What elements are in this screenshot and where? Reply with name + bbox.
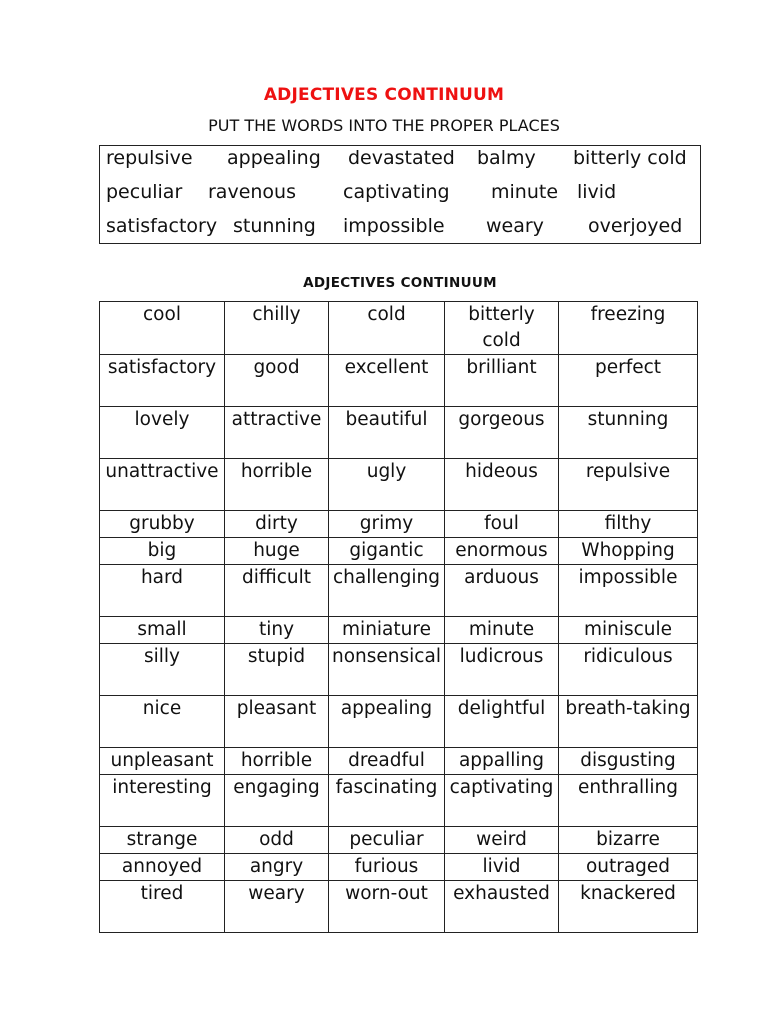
- table-cell: miniature: [329, 617, 445, 644]
- table-cell: peculiar: [329, 827, 445, 854]
- table-cell: angry: [225, 854, 329, 881]
- word-bank-item: overjoyed: [588, 215, 683, 237]
- table-cell: cool: [100, 302, 225, 355]
- table-cell: tired: [100, 881, 225, 933]
- table-cell: gigantic: [329, 538, 445, 565]
- table-cell: attractive: [225, 407, 329, 459]
- table-cell: hard: [100, 565, 225, 617]
- table-cell: perfect: [559, 355, 698, 407]
- table-row: [100, 644, 698, 696]
- table-cell: enormous: [445, 538, 559, 565]
- table-cell: horrible: [225, 459, 329, 511]
- table-cell: disgusting: [559, 748, 698, 775]
- word-bank-item: peculiar: [106, 181, 183, 203]
- table-cell: difficult: [225, 565, 329, 617]
- table-row: [100, 696, 698, 748]
- table-cell: excellent: [329, 355, 445, 407]
- table-row: [100, 775, 698, 827]
- word-bank-item: satisfactory: [106, 215, 218, 237]
- word-bank-item: repulsive: [106, 147, 193, 169]
- table-cell: miniscule: [559, 617, 698, 644]
- word-bank-item: livid: [577, 181, 617, 203]
- table-title: ADJECTIVES CONTINUUM: [303, 275, 497, 291]
- table-cell: unpleasant: [100, 748, 225, 775]
- table-row: [100, 538, 698, 565]
- page-title: ADJECTIVES CONTINUUM: [263, 85, 505, 105]
- table-cell: annoyed: [100, 854, 225, 881]
- word-bank-item: minute: [491, 181, 559, 203]
- table-cell: small: [100, 617, 225, 644]
- table-cell: gorgeous: [445, 407, 559, 459]
- table-cell: tiny: [225, 617, 329, 644]
- table-cell: dirty: [225, 511, 329, 538]
- table-cell: bizarre: [559, 827, 698, 854]
- table-cell: good: [225, 355, 329, 407]
- instruction-text: PUT THE WORDS INTO THE PROPER PLACES: [208, 116, 560, 135]
- table-cell: hideous: [445, 459, 559, 511]
- table-cell: bitterly cold: [445, 302, 559, 355]
- table-cell: knackered: [559, 881, 698, 933]
- table-cell: ugly: [329, 459, 445, 511]
- word-bank-item: balmy: [477, 147, 536, 169]
- table-row: [100, 881, 698, 933]
- table-cell: worn-out: [329, 881, 445, 933]
- table-cell: nonsensical: [329, 644, 445, 696]
- table-cell: nice: [100, 696, 225, 748]
- table-cell: weird: [445, 827, 559, 854]
- table-cell: grubby: [100, 511, 225, 538]
- table-cell: furious: [329, 854, 445, 881]
- table-cell: appealing: [329, 696, 445, 748]
- table-cell: exhausted: [445, 881, 559, 933]
- table-cell: captivating: [445, 775, 559, 827]
- table-cell: weary: [225, 881, 329, 933]
- table-cell: foul: [445, 511, 559, 538]
- table-row: [100, 827, 698, 854]
- table-row: [100, 617, 698, 644]
- table-cell: horrible: [225, 748, 329, 775]
- table-cell: delightful: [445, 696, 559, 748]
- table-cell: stunning: [559, 407, 698, 459]
- table-row: [100, 748, 698, 775]
- table-cell: ridiculous: [559, 644, 698, 696]
- table-cell: filthy: [559, 511, 698, 538]
- word-bank-item: bitterly cold: [573, 147, 687, 169]
- table-cell: outraged: [559, 854, 698, 881]
- table-cell: breath-taking: [559, 696, 698, 748]
- table-cell: strange: [100, 827, 225, 854]
- table-cell: arduous: [445, 565, 559, 617]
- table-cell: appalling: [445, 748, 559, 775]
- word-bank-item: captivating: [343, 181, 450, 203]
- table-row: [100, 459, 698, 511]
- table-cell: livid: [445, 854, 559, 881]
- table-cell: unattractive: [100, 459, 225, 511]
- word-bank-item: weary: [486, 215, 544, 237]
- word-bank-item: devastated: [348, 147, 455, 169]
- word-bank-box: [99, 145, 701, 244]
- table-row: [100, 407, 698, 459]
- table-cell: challenging: [329, 565, 445, 617]
- table-cell: grimy: [329, 511, 445, 538]
- table-cell: impossible: [559, 565, 698, 617]
- table-cell: beautiful: [329, 407, 445, 459]
- table-row: [100, 511, 698, 538]
- table-cell: satisfactory: [100, 355, 225, 407]
- table-cell: brilliant: [445, 355, 559, 407]
- table-cell: chilly: [225, 302, 329, 355]
- table-cell: huge: [225, 538, 329, 565]
- table-cell: repulsive: [559, 459, 698, 511]
- table-cell: silly: [100, 644, 225, 696]
- table-row: [100, 854, 698, 881]
- word-bank-item: appealing: [227, 147, 321, 169]
- table-cell: odd: [225, 827, 329, 854]
- table-cell: stupid: [225, 644, 329, 696]
- word-bank-item: stunning: [233, 215, 316, 237]
- table-cell: freezing: [559, 302, 698, 355]
- table-cell: pleasant: [225, 696, 329, 748]
- table-cell: fascinating: [329, 775, 445, 827]
- table-row: [100, 302, 698, 355]
- table-cell: dreadful: [329, 748, 445, 775]
- word-bank-item: impossible: [343, 215, 445, 237]
- table-cell: lovely: [100, 407, 225, 459]
- table-cell: engaging: [225, 775, 329, 827]
- table-row: [100, 565, 698, 617]
- table-cell: interesting: [100, 775, 225, 827]
- table-row: [100, 355, 698, 407]
- table-cell: minute: [445, 617, 559, 644]
- table-cell: Whopping: [559, 538, 698, 565]
- word-bank-item: ravenous: [208, 181, 296, 203]
- table-cell: cold: [329, 302, 445, 355]
- table-cell: enthralling: [559, 775, 698, 827]
- table-cell: big: [100, 538, 225, 565]
- continuum-table: [99, 301, 698, 933]
- table-cell: ludicrous: [445, 644, 559, 696]
